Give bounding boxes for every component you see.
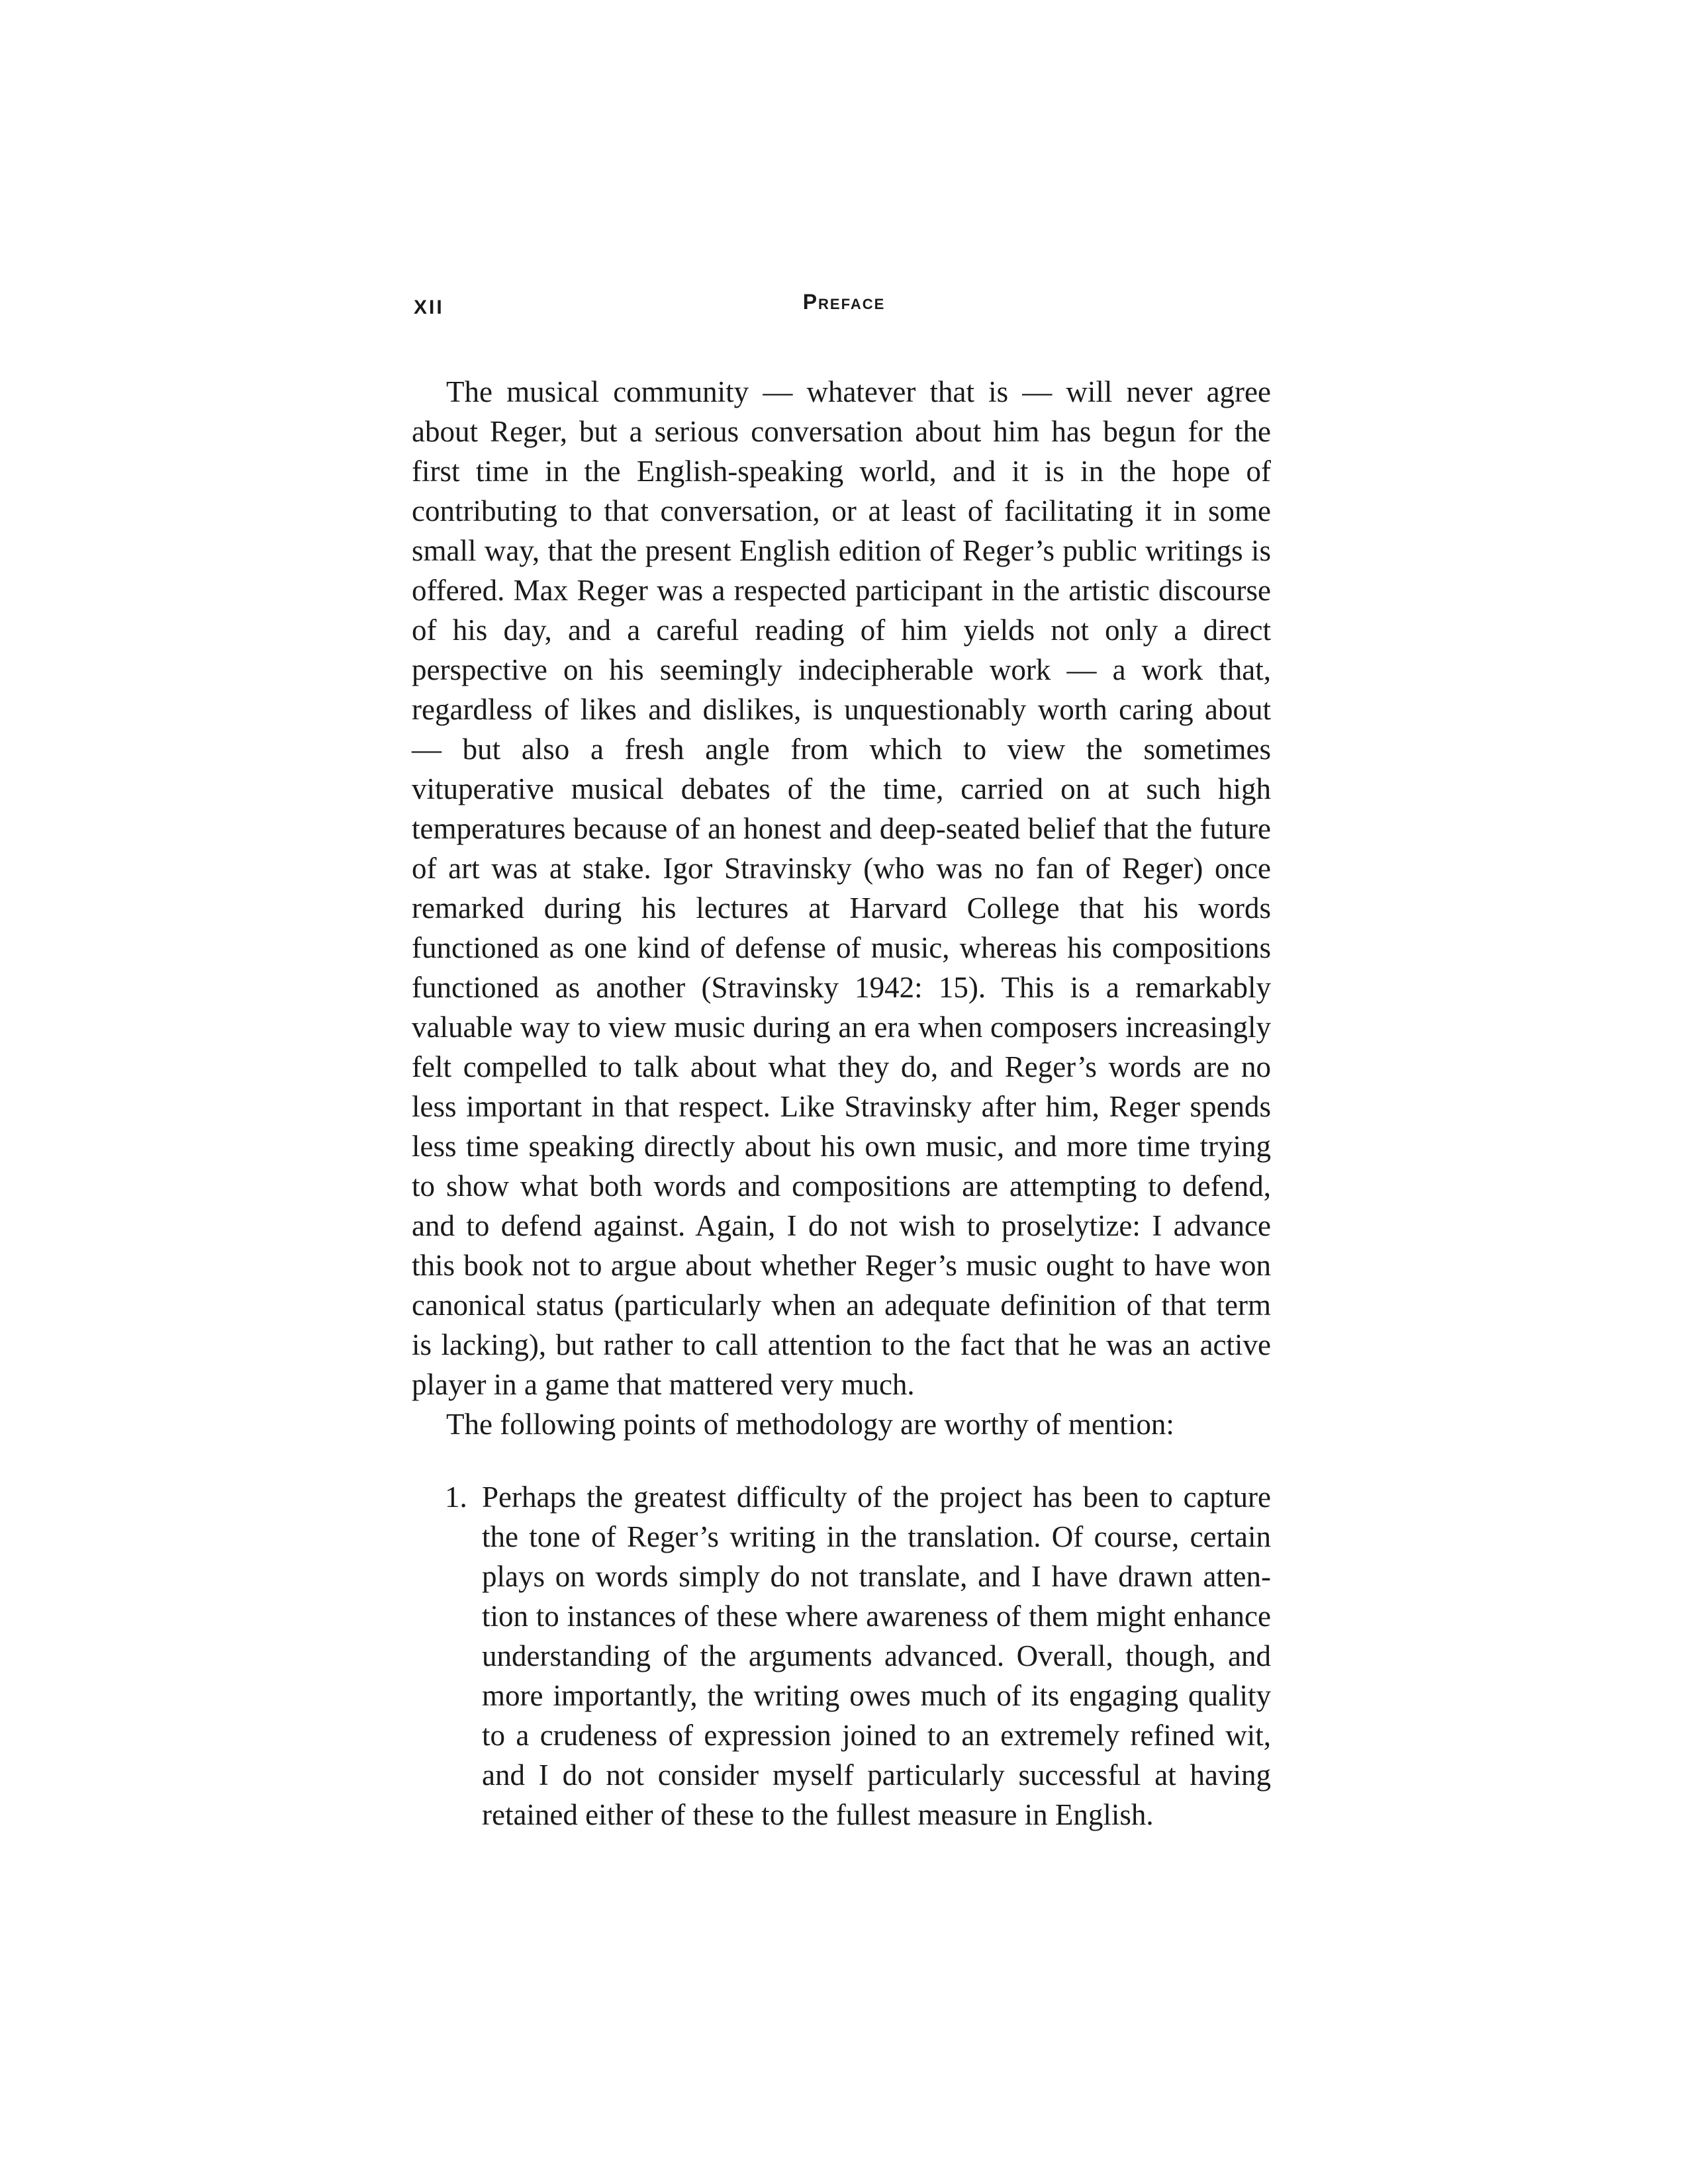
- list-item-number: 1.: [445, 1480, 467, 1514]
- paragraph: The following points of methodology are worthy of mention:: [446, 1408, 1174, 1441]
- running-head: [414, 290, 1274, 330]
- paragraph: The musical community — whatever that is — will never agree about Reger, but a serious conversation about him has begun for the first time in the English-speaking world, and it is in the hope of contributing to that conversation, or at least of facilitating it in some small way, that the present English edition of Reger’s public writings is offered. Max Reger was a respected participant in the artistic discourse of his day, and a careful reading of him yields not only a direct perspective on his seemingly indecipherable work — a work that, regardless of likes and dislikes, is unquestionably worth caring about — but also a fresh angle from which to view the sometimes vituperative musical debates of the time, carried on at such high temperatures because of an honest and deep-seated belief that the future of art was at stake. Igor Stravinsky (who was no fan of Reger) once remarked during his lectures at Harvard College that his words functioned as one kind of defense of music, whereas his compositions functioned as another (Stravinsky 1942: 15). This is a remarkably valuable way to view music during an era when composers increasingly felt compelled to talk about what they do, and Reger’s words are no less important in that respect. Like Stravinsky after him, Reger spends less time speaking directly about his own music, and more time trying to show what both words and compositions are attempting to defend, and to defend against. Again, I do not wish to proselytize: I advance this book not to argue about whether Reger’s music ought to have won canonical status (particularly when an adequate definition of that term is lacking), but rather to call attention to the fact that he was an active player in a game that mattered very much.: [412, 375, 1271, 1401]
- running-title: Preface: [802, 290, 886, 314]
- page-number: XII: [414, 296, 444, 318]
- methodology-list: [412, 1477, 1271, 1835]
- list-item: [445, 1477, 1271, 1835]
- body-text: [412, 372, 1271, 1835]
- list-item-text: Perhaps the greatest difficulty of the project has been to capture the tone of Reger’s writing in the translation. Of course, certain plays on words simply do not translate, and I have drawn attention to instances of these where awareness of them might enhance understanding of the arguments advanced. Overall, though, and more importantly, the writing owes much of its engaging quality to a crudeness of expression joined to an extremely refined wit, and I do not consider myself particularly successful at having retained either of these to the fullest measure in English.: [482, 1480, 1271, 1831]
